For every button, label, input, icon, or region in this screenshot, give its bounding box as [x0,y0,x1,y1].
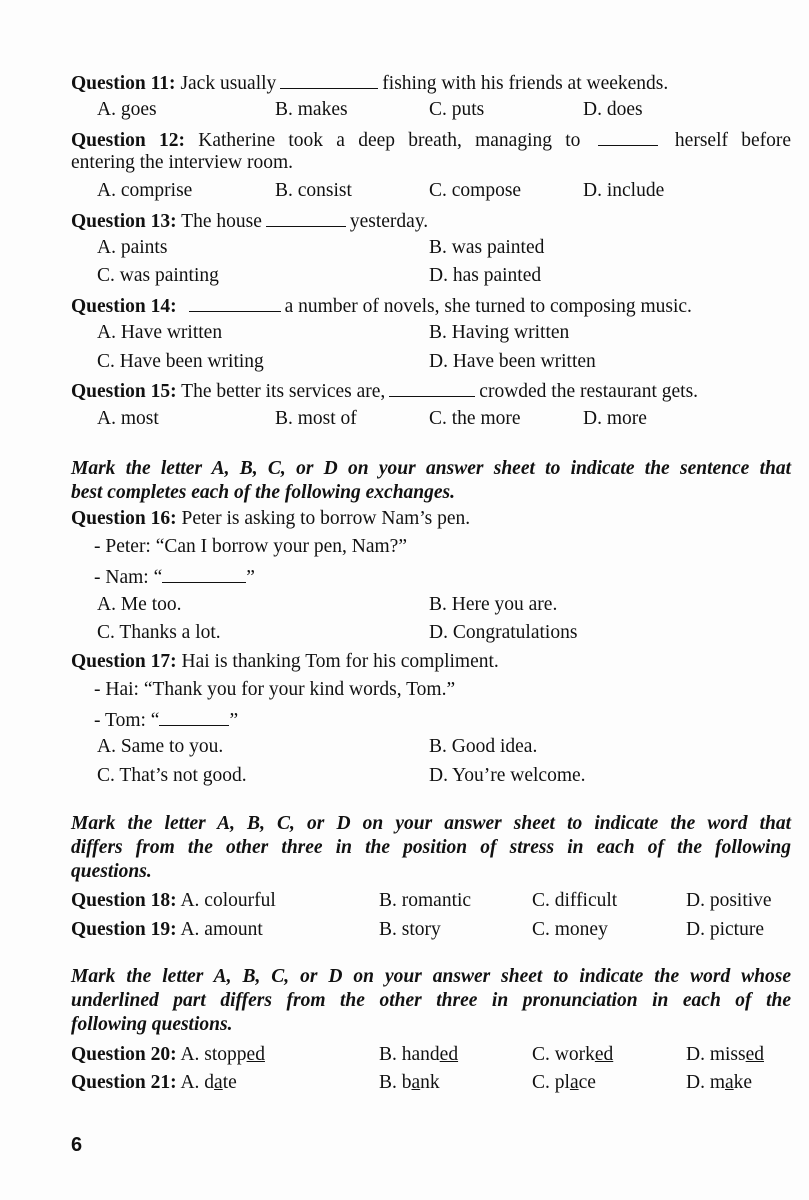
dialogue-prefix: - Nam: “ [94,567,163,588]
question-label: Question 14: [71,296,177,317]
dialogue-line [94,564,255,590]
option-text: te [222,1072,237,1093]
option-b: B. Having written [429,322,570,343]
instruction-exchanges [71,457,791,505]
question-label: Question 18: [71,890,177,911]
question-text: The better its services are, [181,381,386,402]
option-a: A. Me too. [97,594,182,615]
option-a [180,1044,265,1065]
option-c: C. money [532,919,608,940]
underlined-part: a [725,1072,734,1093]
question-12 [71,127,791,153]
underlined-part: ed [439,1044,459,1065]
question-text: The house [181,211,262,232]
question-label: Question 19: [71,919,177,940]
question-label: Question 21: [71,1072,177,1093]
option-d: D. You’re welcome. [429,765,586,786]
option-text: ke [733,1072,753,1093]
dialogue-line [94,707,238,733]
option-c: C. Have been writing [97,351,264,372]
option-d: D. include [583,180,665,201]
question-12-continued: entering the interview room. [71,152,294,173]
option-c: C. compose [429,180,522,201]
option-b [379,1043,458,1067]
option-a: A. colourful [180,890,276,911]
option-text: nk [420,1072,440,1093]
option-b: B. Here you are. [429,594,558,615]
option-d [686,1043,764,1067]
question-21 [71,1071,237,1095]
underlined-part: a [214,1072,223,1093]
question-label: Question 16: [71,508,177,529]
question-text: fishing with his friends at weekends. [382,73,669,94]
option-text: B. b [379,1072,412,1093]
option-d: D. Have been written [429,351,596,372]
answer-blank [598,127,658,146]
question-16 [71,507,470,531]
question-text: yesterday. [349,211,429,232]
option-text: C. work [532,1044,595,1065]
dialogue-line: - Peter: “Can I borrow your pen, Nam?” [94,536,407,557]
option-c: C. That’s not good. [97,765,247,786]
instruction-line: questions. [71,861,152,882]
option-a: A. Same to you. [97,736,224,757]
option-text: A. stopp [180,1044,247,1065]
option-text: ce [578,1072,596,1093]
option-text: D. m [686,1072,725,1093]
question-text: Jack usually [180,73,277,94]
question-20 [71,1043,265,1067]
option-text: A. d [180,1072,215,1093]
option-d: D. has painted [429,265,542,286]
option-d: D. positive [686,890,772,911]
option-c [532,1043,613,1067]
question-19 [71,918,263,942]
question-label: Question 13: [71,211,177,232]
option-b: B. story [379,919,441,940]
option-c: C. difficult [532,890,618,911]
option-c: C. the more [429,408,521,429]
underlined-part: a [411,1072,421,1093]
option-c: C. Thanks a lot. [97,622,221,643]
option-b [379,1071,440,1095]
dialogue-suffix: ” [229,710,239,731]
instruction-line: underlined part differs from the other three in pronunciation in each of the [71,990,791,1011]
instruction-line: differs from the other three in the position of stress in each of the following [71,837,791,858]
instruction-line: following questions. [71,1014,233,1035]
option-b: B. consist [275,180,352,201]
question-text: Hai is thanking Tom for his compliment. [181,651,499,672]
option-d: D. more [583,408,647,429]
underlined-part: ed [745,1044,765,1065]
option-b: B. romantic [379,890,472,911]
option-b: B. most of [275,408,357,429]
question-label: Question 12: [71,130,186,151]
dialogue-prefix: - Tom: “ [94,710,160,731]
instruction-line: Mark the letter A, B, C, or D on your answer sheet to indicate the word whose [71,966,791,987]
answer-blank [189,293,281,312]
option-b: B. makes [275,99,348,120]
question-text: Peter is asking to borrow Nam’s pen. [181,508,471,529]
option-a: A. paints [97,237,168,258]
underlined-part: ed [246,1044,265,1065]
question-14 [71,293,692,319]
instruction-line: best completes each of the following exchanges. [71,482,456,503]
option-b: B. Good idea. [429,736,538,757]
instruction-pronunciation [71,965,791,1037]
option-a: A. comprise [97,180,193,201]
option-d: D. picture [686,919,764,940]
option-c: C. puts [429,99,485,120]
option-d: D. Congratulations [429,622,578,643]
option-c: C. was painting [97,265,219,286]
question-label: Question 17: [71,651,177,672]
instruction-stress [71,812,791,884]
option-a: A. Have written [97,322,223,343]
dialogue-line: - Hai: “Thank you for your kind words, Tom.” [94,679,456,700]
question-text: Katherine took a deep breath, managing to [198,130,581,151]
question-label: Question 20: [71,1044,177,1065]
option-a [180,1072,236,1093]
option-a: A. goes [97,99,157,120]
answer-blank [266,208,346,227]
option-d [686,1071,752,1095]
page-number: 6 [71,1134,83,1156]
option-a: A. amount [180,919,263,940]
option-b: B. was painted [429,237,545,258]
instruction-line: Mark the letter A, B, C, or D on your answer sheet to indicate the sentence that [71,458,791,479]
question-label: Question 15: [71,381,177,402]
option-text: C. pl [532,1072,570,1093]
underlined-part: a [569,1072,579,1093]
underlined-part: ed [594,1044,614,1065]
option-c [532,1071,596,1095]
question-label: Question 11: [71,73,176,94]
question-11 [71,70,668,96]
question-text: a number of novels, she turned to composing music. [284,296,692,317]
option-text: B. hand [379,1044,440,1065]
answer-blank [159,707,229,726]
question-13 [71,208,428,234]
dialogue-suffix: ” [246,567,255,588]
question-text: herself before [674,130,792,151]
question-15 [71,378,698,404]
answer-blank [162,564,246,583]
answer-blank [389,378,475,397]
option-d: D. does [583,99,643,120]
question-text: crowded the restaurant gets. [479,381,699,402]
option-a: A. most [97,408,159,429]
question-18 [71,889,276,913]
answer-blank [280,70,378,89]
instruction-line: Mark the letter A, B, C, or D on your answer sheet to indicate the word that [71,813,791,834]
option-text: D. miss [686,1044,746,1065]
question-17 [71,650,499,674]
